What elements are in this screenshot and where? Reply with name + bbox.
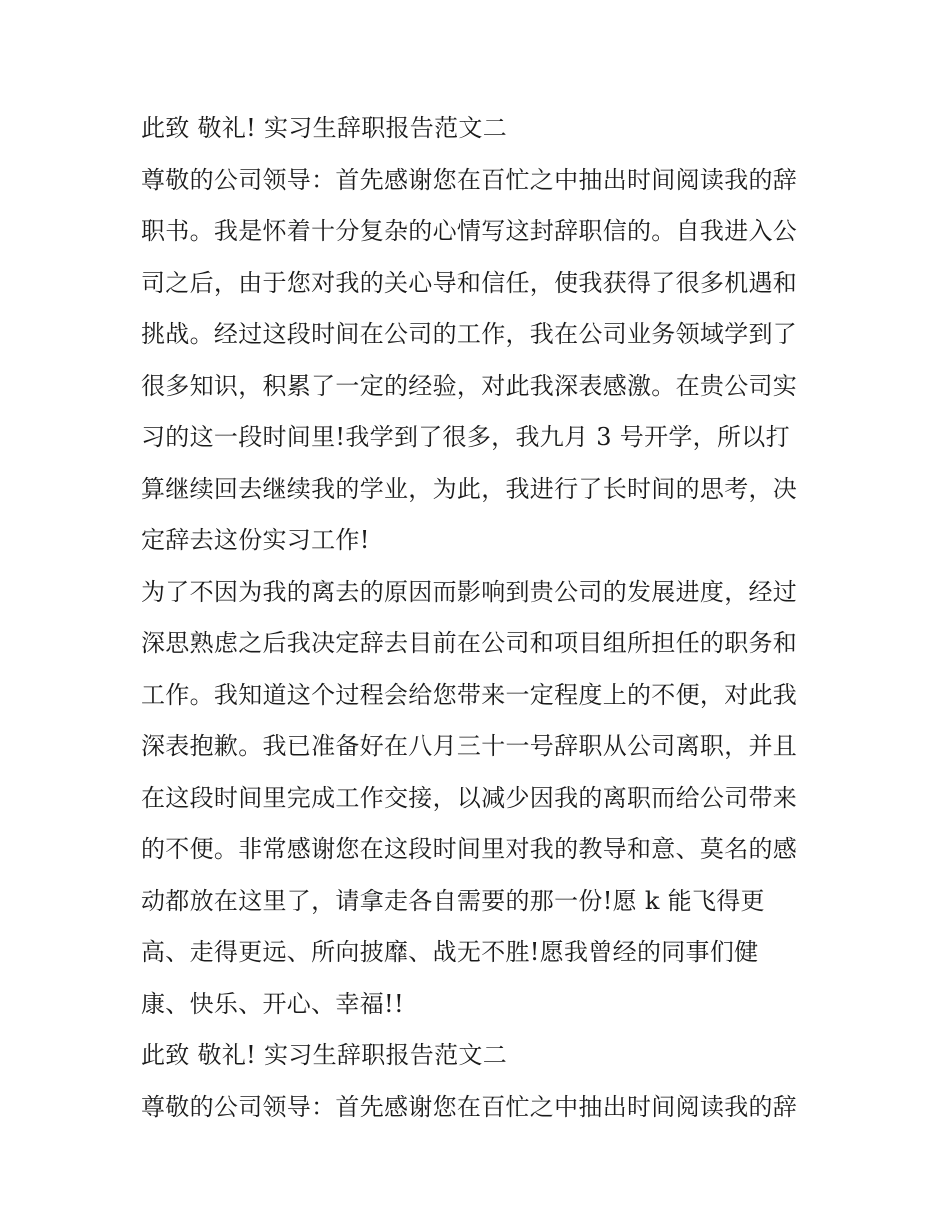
text-line: 尊敬的公司领导：首先感谢您在百忙之中抽出时间阅读我的辞	[141, 165, 798, 194]
document-body	[141, 108, 841, 1138]
text-line: 为了不因为我的离去的原因而影响到贵公司的发展进度，经过	[141, 577, 798, 606]
text-line: 高、走得更远、所向披靡、战无不胜!愿我曾经的同事们健	[141, 938, 759, 966]
text-line: 动都放在这里了，请拿走各自需要的那一份!愿 k 能飞得更	[141, 886, 765, 915]
text-line: 习的这一段时间里!我学到了很多，我九月 3 号开学，所以打	[141, 423, 790, 451]
text-line: 挑战。经过这段时间在公司的工作，我在公司业务领域学到了	[141, 320, 798, 348]
text-line: 此致 敬礼! 实习生辞职报告范文二	[141, 114, 508, 142]
text-line: 的不便。非常感谢您在这段时间里对我的教导和意、莫名的感	[141, 835, 798, 863]
text-line: 很多知识，积累了一定的经验，对此我深表感激。在贵公司实	[141, 371, 798, 400]
text-line: 职书。我是怀着十分复杂的心情写这封辞职信的。自我进入公	[141, 217, 798, 245]
text-line: 在这段时间里完成工作交接，以减少因我的离职而给公司带来	[141, 783, 798, 812]
text-line: 算继续回去继续我的学业，为此，我进行了长时间的思考，决	[141, 474, 798, 503]
text-line: 定辞去这份实习工作!	[141, 526, 370, 554]
text-line: 工作。我知道这个过程会给您带来一定程度上的不便，对此我	[141, 680, 798, 709]
text-line: 司之后，由于您对我的关心导和信任，使我获得了很多机遇和	[141, 268, 798, 297]
text-line: 此致 敬礼! 实习生辞职报告范文二	[141, 1041, 508, 1069]
text-line: 深表抱歉。我已准备好在八月三十一号辞职从公司离职，并且	[141, 732, 798, 760]
text-line: 尊敬的公司领导：首先感谢您在百忙之中抽出时间阅读我的辞	[141, 1092, 798, 1121]
text-line: 深思熟虑之后我决定辞去目前在公司和项目组所担任的职务和	[141, 629, 798, 657]
text-line: 康、快乐、开心、幸福!!	[141, 989, 404, 1018]
